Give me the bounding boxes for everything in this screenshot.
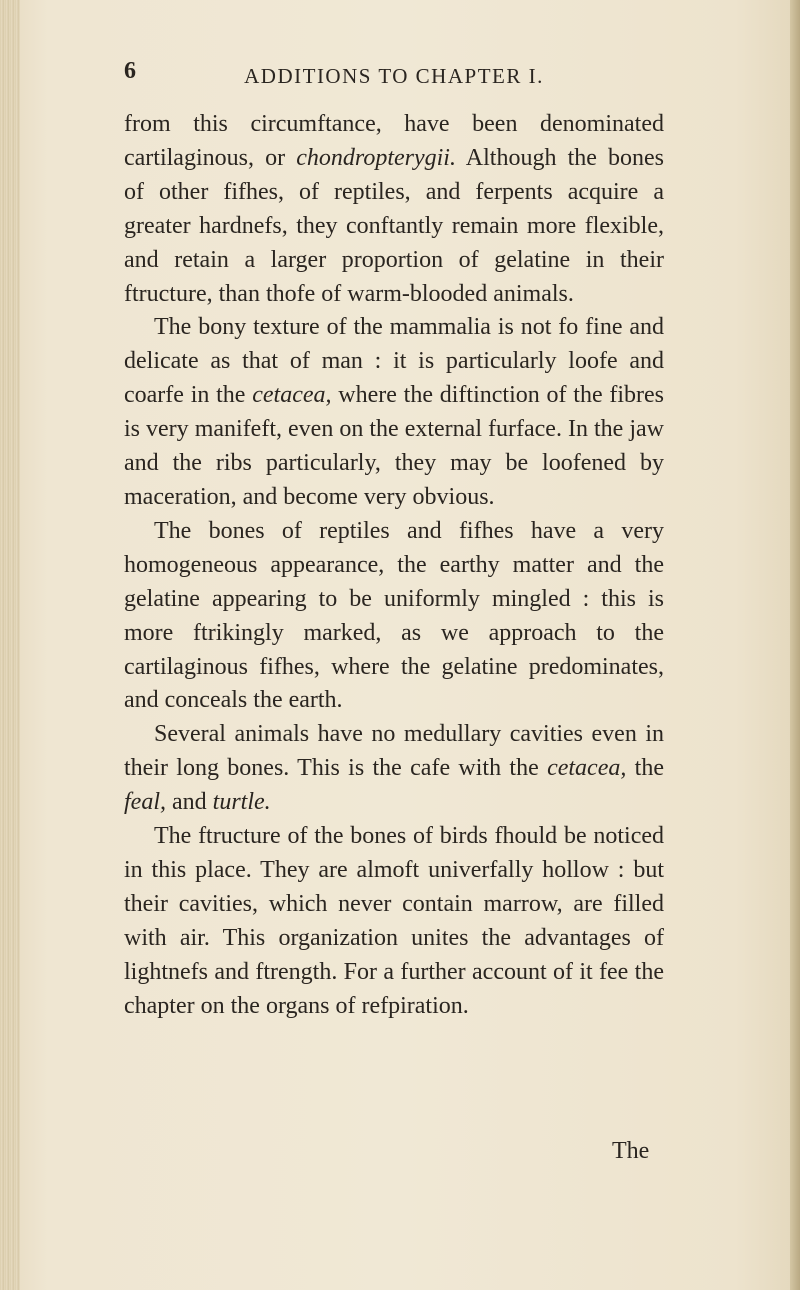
page-edge-shadow	[790, 0, 800, 1290]
text-run: The bony texture of the mammalia is not fo fine and delicate as that of man : it is particularly loofe and coarfe in the	[124, 314, 664, 409]
paragraph	[124, 311, 664, 514]
text-run-italic: turtle.	[212, 789, 271, 816]
text-run-italic: feal,	[124, 789, 166, 816]
text-run-italic: cetacea,	[252, 382, 332, 409]
text-run: where the diftinction of the fibres is very manifeft, even on the external furface. In the jaw and the ribs particularly, they may be loofened by maceration, and become very obvious.	[124, 382, 664, 510]
paragraph	[124, 718, 664, 820]
page-header	[124, 58, 664, 92]
text-run: Although the bones of other fifhes, of reptiles, and ferpents acquire a greater hardnefs, they conftantly remain more flexible, and retain a larger proportion of gelatine in their ftructure, than thofe of warm-blooded animals.	[124, 144, 665, 307]
text-run: from this circumftance, have been denominated cartilaginous, or	[124, 111, 664, 171]
paragraph	[124, 108, 664, 311]
text-run: Several animals have no medullary cavities even in their long bones. This is the cafe with the	[124, 721, 664, 782]
running-head: ADDITIONS TO CHAPTER I.	[244, 64, 544, 88]
text-run: and	[166, 789, 213, 816]
page-number: 6	[124, 58, 136, 84]
paragraph	[124, 515, 664, 718]
page-gutter-shadow	[0, 0, 20, 1290]
catchword: The	[612, 1138, 650, 1164]
text-run-italic: cetacea,	[547, 755, 627, 782]
paragraph	[124, 820, 664, 1023]
text-run: the	[626, 755, 665, 782]
body-text	[124, 108, 664, 1023]
text-run: The ftructure of the bones of birds fhould be noticed in this place. They are almoft univerfally hollow : but their cavities, which never contain marrow, are filled with air. This organization unites the advantages of lightnefs and ftrength. For a further account of it fee the chapter on the organs of refpiration.	[124, 823, 664, 1019]
text-run: The bones of reptiles and fifhes have a very homogeneous appearance, the earthy matter and the gelatine appearing to be uniformly mingled : this is more ftrikingly marked, as we approach to the cartilaginous fifhes, where the gelatine predominates, and conceals the earth.	[124, 517, 664, 714]
text-run-italic: chondropterygii.	[296, 144, 456, 171]
